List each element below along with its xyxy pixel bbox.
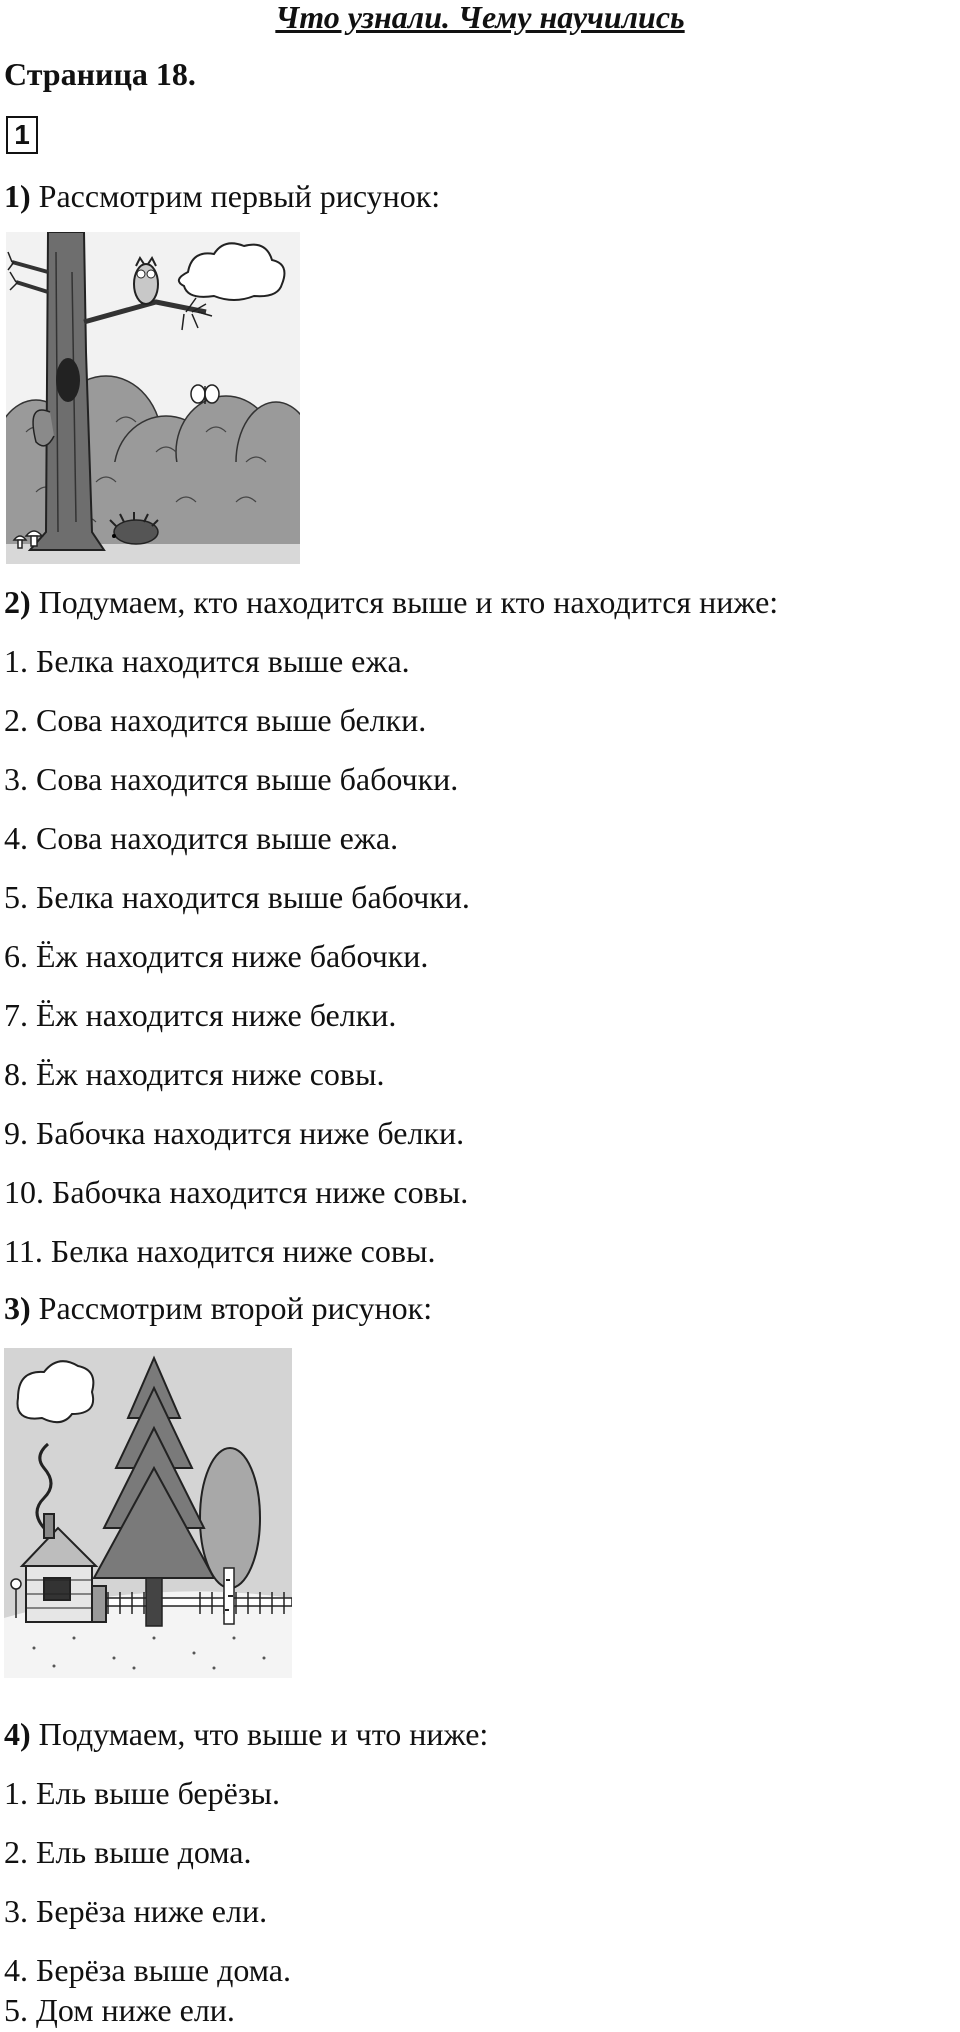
step-4 xyxy=(4,1714,488,1754)
list-2-item: 1. Ель выше берёзы. xyxy=(4,1775,280,1811)
list-1-item: 10. Бабочка находится ниже совы. xyxy=(4,1174,469,1210)
list-2-item: 4. Берёза выше дома. xyxy=(4,1952,291,1988)
list-1-item: 6. Ёж находится ниже бабочки. xyxy=(4,938,429,974)
list-2-item: 2. Ель выше дома. xyxy=(4,1834,252,1870)
list-1-item: 2. Сова находится выше белки. xyxy=(4,702,427,738)
step-2 xyxy=(4,582,778,622)
list-1-item: 5. Белка находится выше бабочки. xyxy=(4,879,470,915)
step-2-text: Подумаем, кто находится выше и кто находится ниже: xyxy=(30,584,779,620)
list-2-item: 3. Берёза ниже ели. xyxy=(4,1893,268,1929)
page-label: Страница 18. xyxy=(4,56,196,92)
list-2-item: 5. Дом ниже ели. xyxy=(4,1992,235,2028)
step-1-number: 1) xyxy=(4,178,31,214)
step-4-number: 4) xyxy=(4,1716,31,1752)
list-1-item: 11. Белка находится ниже совы. xyxy=(4,1233,436,1269)
step-3-text: Рассмотрим второй рисунок: xyxy=(30,1290,433,1326)
page-title: Что узнали. Чему научились xyxy=(275,0,685,35)
list-1-item: 3. Сова находится выше бабочки. xyxy=(4,761,459,797)
list-1-item: 4. Сова находится выше ежа. xyxy=(4,820,399,856)
forest-picture xyxy=(6,232,300,564)
list-1-item: 9. Бабочка находится ниже белки. xyxy=(4,1115,465,1151)
village-picture xyxy=(4,1348,292,1678)
step-4-text: Подумаем, что выше и что ниже: xyxy=(30,1716,489,1752)
step-1-text: Рассмотрим первый рисунок: xyxy=(30,178,441,214)
step-2-number: 2) xyxy=(4,584,31,620)
step-3-number: 3) xyxy=(4,1290,31,1326)
owl-figure xyxy=(134,258,158,304)
task-number-box: 1 xyxy=(6,116,38,154)
list-1-item: 7. Ёж находится ниже белки. xyxy=(4,997,397,1033)
step-1 xyxy=(4,176,440,216)
list-1-item: 8. Ёж находится ниже совы. xyxy=(4,1056,385,1092)
step-3 xyxy=(4,1288,432,1328)
list-1-item: 1. Белка находится выше ежа. xyxy=(4,643,410,679)
